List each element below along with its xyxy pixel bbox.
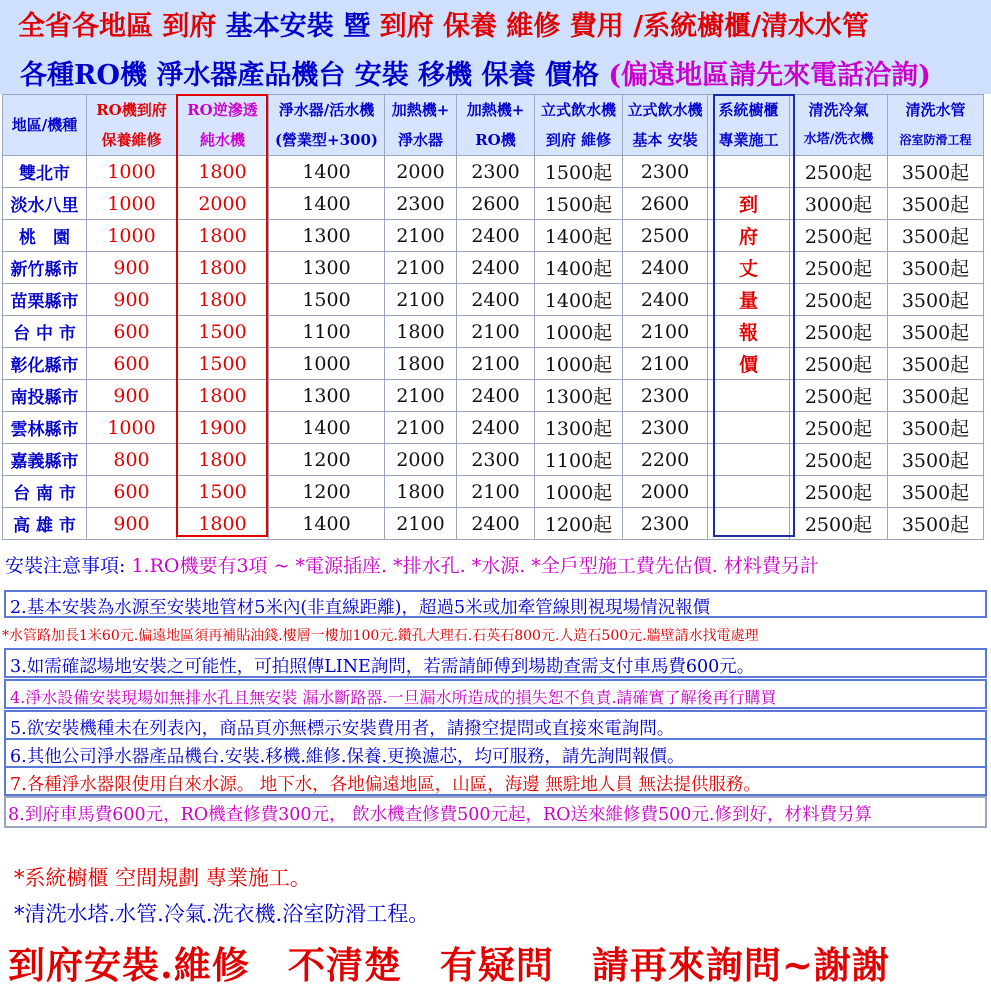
ro-price-cell: 1500 [177, 348, 269, 380]
stand-repair-price-cell: 1000起 [535, 316, 623, 348]
heat-ro-price-cell: 2100 [457, 316, 535, 348]
ro-service-cell: 1000 [87, 220, 177, 252]
header-ro-service: RO機到府 保養維修 [87, 95, 177, 156]
stand-install-price-cell: 2300 [623, 156, 708, 188]
heat-filter-price-cell: 2100 [385, 508, 457, 540]
ac-price-cell: 2500起 [790, 380, 888, 412]
heat-filter-price-cell: 2100 [385, 220, 457, 252]
price-table [2, 94, 984, 540]
header-filter: 淨水器/活水機 (營業型+300) [269, 95, 385, 156]
heat-filter-price-cell: 2100 [385, 412, 457, 444]
heat-ro-price-cell: 2100 [457, 348, 535, 380]
heat-ro-price-cell: 2600 [457, 188, 535, 220]
ac-price-cell: 2500起 [790, 220, 888, 252]
stand-repair-price-cell: 1400起 [535, 284, 623, 316]
stand-repair-price-cell: 1200起 [535, 508, 623, 540]
ro-service-cell: 900 [87, 252, 177, 284]
table-row [3, 188, 984, 220]
heat-filter-price-cell: 2300 [385, 188, 457, 220]
note-2: 2.基本安裝為水源至安裝地管材5米內(非直線距離)，超過5米或加牽管線則視現場情況報價 [4, 590, 987, 618]
filter-price-cell: 1200 [269, 476, 385, 508]
pipe-price-cell: 3500起 [888, 252, 984, 284]
ro-service-cell: 1000 [87, 412, 177, 444]
region-cell: 雲林縣市 [3, 412, 87, 444]
stand-install-price-cell: 2400 [623, 252, 708, 284]
cabinet-cell: 價 [708, 348, 790, 380]
table-row [3, 252, 984, 284]
table-row [3, 476, 984, 508]
ro-service-cell: 800 [87, 444, 177, 476]
heat-filter-price-cell: 1800 [385, 348, 457, 380]
stand-repair-price-cell: 1300起 [535, 380, 623, 412]
subtitle-part-b: (偏遠地區請先來電話洽詢) [608, 60, 931, 91]
region-cell: 新竹縣市 [3, 252, 87, 284]
ro-service-cell: 900 [87, 284, 177, 316]
cabinet-cell [708, 508, 790, 540]
stand-install-price-cell: 2400 [623, 284, 708, 316]
table-row [3, 380, 984, 412]
table-row [3, 508, 984, 540]
header-region: 地區/機種 [3, 95, 87, 156]
ro-service-cell: 600 [87, 316, 177, 348]
heat-filter-price-cell: 2000 [385, 156, 457, 188]
filter-price-cell: 1400 [269, 412, 385, 444]
filter-price-cell: 1200 [269, 444, 385, 476]
title-line-1 [18, 4, 869, 43]
cabinet-cell [708, 156, 790, 188]
heat-ro-price-cell: 2400 [457, 220, 535, 252]
heat-filter-price-cell: 1800 [385, 316, 457, 348]
cabinet-cell: 量 [708, 284, 790, 316]
ro-price-cell: 1500 [177, 476, 269, 508]
region-cell: 彰化縣市 [3, 348, 87, 380]
stand-repair-price-cell: 1400起 [535, 252, 623, 284]
ro-price-cell: 1800 [177, 156, 269, 188]
note-7: 7.各種淨水器限使用自來水源。 地下水，各地偏遠地區，山區，海邊 無駐地人員 無法提供服務。 [4, 766, 987, 796]
stand-repair-price-cell: 1000起 [535, 348, 623, 380]
region-cell: 嘉義縣市 [3, 444, 87, 476]
note-4: 4.淨水設備安裝現場如無排水孔且無安裝 漏水斷路器.一旦漏水所造成的損失恕不負責.請確實了解後再行購買 [4, 679, 987, 709]
ro-price-cell: 1800 [177, 252, 269, 284]
cabinet-cell: 府 [708, 220, 790, 252]
table-row [3, 284, 984, 316]
pipe-price-cell: 3500起 [888, 508, 984, 540]
pipe-price-cell: 3500起 [888, 476, 984, 508]
filter-price-cell: 1400 [269, 156, 385, 188]
stand-repair-price-cell: 1500起 [535, 188, 623, 220]
heat-filter-price-cell: 1800 [385, 476, 457, 508]
filter-price-cell: 1300 [269, 252, 385, 284]
title-part-c: 到府 保養 維修 費用 /系統櫥櫃/清水水管 [379, 11, 869, 42]
heat-ro-price-cell: 2400 [457, 252, 535, 284]
cabinet-cell: 報 [708, 316, 790, 348]
closing-message: 到府安裝.維修 不清楚 有疑問 請再來詢問~謝謝 [8, 943, 890, 985]
ro-price-cell: 1800 [177, 444, 269, 476]
ac-price-cell: 2500起 [790, 284, 888, 316]
region-cell: 雙北市 [3, 156, 87, 188]
pipe-price-cell: 3500起 [888, 188, 984, 220]
table-row [3, 348, 984, 380]
heat-ro-price-cell: 2300 [457, 156, 535, 188]
region-cell: 南投縣市 [3, 380, 87, 412]
header-stand-install: 立式飲水機 基本 安裝 [623, 95, 708, 156]
install-notes-line [0, 544, 991, 584]
pipe-price-cell: 3500起 [888, 284, 984, 316]
heat-ro-price-cell: 2400 [457, 380, 535, 412]
title-part-a: 全省各地區 到府 [18, 11, 217, 42]
region-cell: 台 南 市 [3, 476, 87, 508]
pipe-price-cell: 3500起 [888, 156, 984, 188]
title-part-b: 基本安裝 暨 [216, 11, 380, 42]
heat-ro-price-cell: 2400 [457, 508, 535, 540]
note-8: 8.到府車馬費600元，RO機查修費300元， 飲水機查修費500元起，RO送來維修費500元.修到好，材料費另算 [4, 796, 987, 828]
stand-repair-price-cell: 1300起 [535, 412, 623, 444]
pipe-price-cell: 3500起 [888, 220, 984, 252]
pipe-price-cell: 3500起 [888, 412, 984, 444]
filter-price-cell: 1100 [269, 316, 385, 348]
table-row [3, 156, 984, 188]
header-row [3, 95, 984, 156]
pipe-price-cell: 3500起 [888, 348, 984, 380]
ro-price-cell: 1800 [177, 220, 269, 252]
ac-price-cell: 2500起 [790, 412, 888, 444]
ac-price-cell: 2500起 [790, 252, 888, 284]
stand-install-price-cell: 2100 [623, 316, 708, 348]
heat-ro-price-cell: 2100 [457, 476, 535, 508]
ro-service-cell: 600 [87, 348, 177, 380]
ro-price-cell: 2000 [177, 188, 269, 220]
subtitle-banner [0, 44, 991, 94]
pipe-price-cell: 3500起 [888, 444, 984, 476]
cabinet-cell [708, 444, 790, 476]
heat-ro-price-cell: 2400 [457, 412, 535, 444]
heat-filter-price-cell: 2100 [385, 380, 457, 412]
cabinet-cell: 到 [708, 188, 790, 220]
ro-service-cell: 900 [87, 508, 177, 540]
filter-price-cell: 1000 [269, 348, 385, 380]
table-row [3, 316, 984, 348]
pipe-price-cell: 3500起 [888, 380, 984, 412]
region-cell: 台 中 市 [3, 316, 87, 348]
region-cell: 苗栗縣市 [3, 284, 87, 316]
stand-install-price-cell: 2200 [623, 444, 708, 476]
ro-service-cell: 1000 [87, 188, 177, 220]
note-cleaning: *清洗水塔.水管.冷氣.洗衣機.浴室防滑工程。 [14, 902, 430, 926]
header-heat-ro: 加熱機+ RO機 [457, 95, 535, 156]
stand-repair-price-cell: 1000起 [535, 476, 623, 508]
ac-price-cell: 3000起 [790, 188, 888, 220]
stand-install-price-cell: 2300 [623, 508, 708, 540]
cabinet-cell [708, 412, 790, 444]
note-cabinet: *系統櫥櫃 空間規劃 專業施工。 [14, 866, 311, 890]
ro-service-cell: 600 [87, 476, 177, 508]
title-line-2 [20, 53, 931, 92]
ro-price-cell: 1900 [177, 412, 269, 444]
heat-filter-price-cell: 2100 [385, 252, 457, 284]
stand-repair-price-cell: 1500起 [535, 156, 623, 188]
header-cabinet: 系統櫥櫃 專業施工 [708, 95, 790, 156]
stand-install-price-cell: 2100 [623, 348, 708, 380]
heat-filter-price-cell: 2100 [385, 284, 457, 316]
header-heat-filter: 加熱機+ 淨水器 [385, 95, 457, 156]
heat-ro-price-cell: 2300 [457, 444, 535, 476]
ro-price-cell: 1500 [177, 316, 269, 348]
stand-install-price-cell: 2000 [623, 476, 708, 508]
ro-service-cell: 900 [87, 380, 177, 412]
note-2-extra: *水管路加長1米60元.偏遠地區須再補貼油錢.樓層一樓加100元.鑽孔大理石.石英石800元.人造石500元.牆壁請水找電處理 [2, 628, 759, 644]
ac-price-cell: 2500起 [790, 348, 888, 380]
filter-price-cell: 1300 [269, 380, 385, 412]
stand-install-price-cell: 2300 [623, 412, 708, 444]
header-stand-repair: 立式飲水機 到府 維修 [535, 95, 623, 156]
header-pipe: 清洗水管 浴室防滑工程 [888, 95, 984, 156]
cabinet-cell [708, 380, 790, 412]
cabinet-cell [708, 476, 790, 508]
cabinet-cell: 丈 [708, 252, 790, 284]
table-row [3, 444, 984, 476]
region-cell: 淡水八里 [3, 188, 87, 220]
ro-price-cell: 1800 [177, 508, 269, 540]
heat-ro-price-cell: 2400 [457, 284, 535, 316]
heat-filter-price-cell: 2000 [385, 444, 457, 476]
ac-price-cell: 2500起 [790, 476, 888, 508]
note-6: 6.其他公司淨水器產品機台.安裝.移機.維修.保養.更換濾芯，均可服務，請先詢問報價。 [4, 738, 987, 768]
stand-install-price-cell: 2500 [623, 220, 708, 252]
stand-install-price-cell: 2300 [623, 380, 708, 412]
ro-service-cell: 1000 [87, 156, 177, 188]
note-3: 3.如需確認場地安裝之可能性，可拍照傳LINE詢問，若需請師傅到場勘查需支付車馬費600元。 [4, 648, 987, 678]
region-cell: 桃 園 [3, 220, 87, 252]
ro-price-cell: 1800 [177, 284, 269, 316]
ac-price-cell: 2500起 [790, 316, 888, 348]
header-ac: 清洗冷氣 水塔/洗衣機 [790, 95, 888, 156]
ac-price-cell: 2500起 [790, 508, 888, 540]
note-5: 5.欲安裝機種未在列表內，商品頁亦無標示安裝費用者，請撥空提問或直接來電詢問。 [4, 710, 987, 740]
install-notes-text: 1.RO機要有3項 ~ *電源插座. *排水孔. *水源. *全戶型施工費先估價. 材料費另計 [131, 555, 819, 577]
install-notes-label: 安裝注意事項: [5, 555, 132, 577]
ro-price-cell: 1800 [177, 380, 269, 412]
header-ro: RO逆滲透 純水機 [177, 95, 269, 156]
filter-price-cell: 1300 [269, 220, 385, 252]
title-banner [0, 0, 991, 44]
table-row [3, 412, 984, 444]
table-row [3, 220, 984, 252]
subtitle-part-a: 各種RO機 淨水器產品機台 安裝 移機 保養 價格 [20, 60, 609, 91]
ac-price-cell: 2500起 [790, 444, 888, 476]
filter-price-cell: 1400 [269, 188, 385, 220]
ac-price-cell: 2500起 [790, 156, 888, 188]
region-cell: 高 雄 市 [3, 508, 87, 540]
stand-repair-price-cell: 1100起 [535, 444, 623, 476]
stand-install-price-cell: 2600 [623, 188, 708, 220]
filter-price-cell: 1400 [269, 508, 385, 540]
filter-price-cell: 1500 [269, 284, 385, 316]
stand-repair-price-cell: 1400起 [535, 220, 623, 252]
pipe-price-cell: 3500起 [888, 316, 984, 348]
